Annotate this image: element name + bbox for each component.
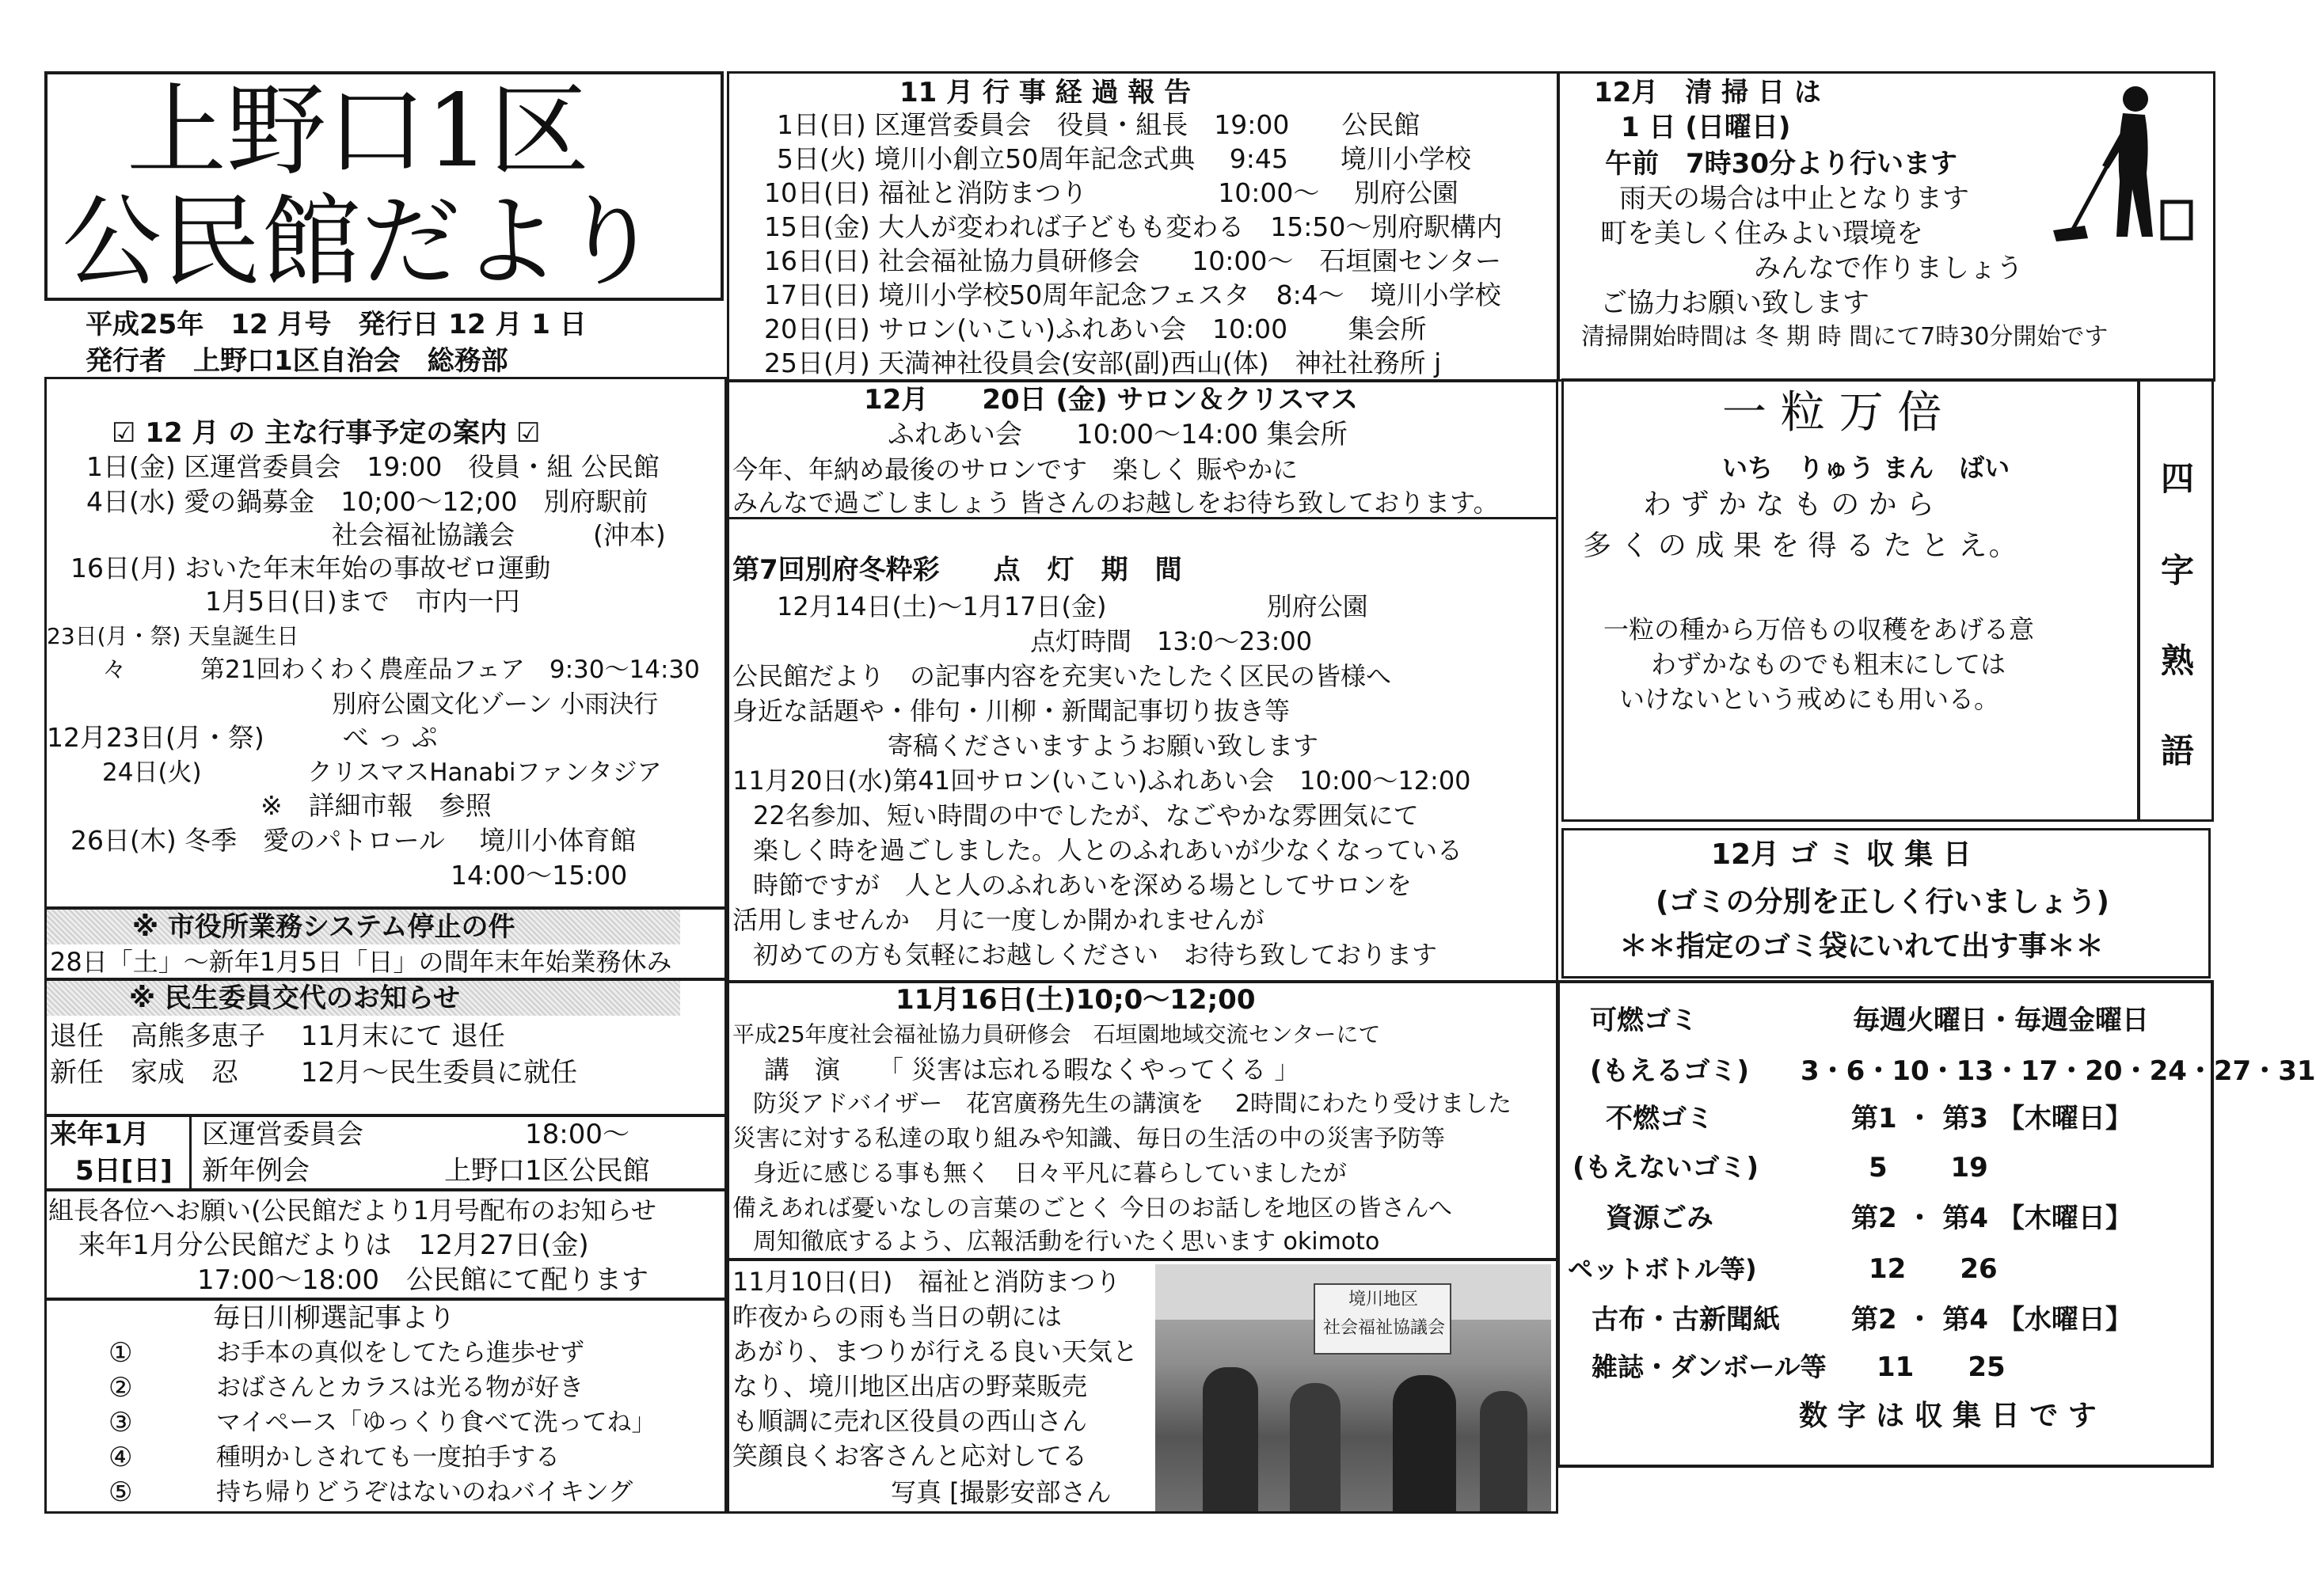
salon-report-line: 初めての方も気軽にお越しください お待ち致しております [753,940,1438,970]
garbage-row-label: (もえるゴミ) [1590,1055,1750,1087]
salon-christmas [727,380,1558,519]
seminar-line: 災害に対する私達の取り組みや知識、毎日の生活の中の災害予防等 [732,1125,1445,1153]
article-request-line: 公民館だより の記事内容を充実いたしたく区民の皆様へ [732,661,1392,691]
november-report-row: 15日(金) 大人が変われば子どもも変わる 15:50～別府駅構内 [764,211,1503,242]
request-to-leaders [44,1189,727,1300]
vertical-label-char: 語 [2161,732,2195,770]
senryu-section [44,1298,727,1514]
notice-minsei-title: ※ 民生委員交代のお知らせ [129,982,460,1014]
garbage-row-label: 不燃ゴミ [1606,1103,1713,1134]
festival-photo [1155,1264,1551,1511]
garbage-row-value: 第2 ・ 第4 【水曜日】 [1851,1304,2132,1336]
november-report-row: 1日(日) 区運営委員会 役員・組長 19:00 公民館 [777,109,1420,140]
cleaning-time: 午前 7時30分より行います [1605,148,1957,180]
salon-report-line: 活用しませんか 月に一度しか開かれませんが [732,905,1265,935]
senryu-text: 種明かしされても一度拍手する [216,1443,560,1472]
november-report-row: 16日(日) 社会福祉協力員研修会 10:00～ 石垣園センター [764,245,1502,276]
idiom-description: いけないという戒めにも用いる。 [1619,684,2000,714]
article-request-line: 身近な話題や・俳句・川柳・新聞記事切り抜き等 [732,696,1291,726]
illumination-hours: 点灯時間 13:0～23:00 [1030,626,1313,656]
vertical-label-char: 四 [2161,459,2195,498]
seminar-title: 11月16日(土)10;0～12;00 [896,984,1256,1016]
illumination-title: 第7回別府冬粋彩 点 灯 期 間 [732,554,1182,586]
idiom-meaning: 多 く の 成 果 を 得 る た と え。 [1583,530,2017,562]
senryu-number: ① [108,1337,133,1369]
cleaning-day [1557,71,2215,382]
schedule-row: 4日(水) 愛の鍋募金 10;00～12;00 別府駅前 [86,486,648,517]
schedule-row: 1月5日(日)まで 市内一円 [205,586,520,617]
notice-minsei-row: 新任 家成 忍 12月～民生委員に就任 [50,1057,578,1089]
garbage-subtitle: (ゴミの分別を正しく行いましょう) [1656,886,2109,918]
publisher-line: 発行者 上野口1区自治会 総務部 [86,345,508,377]
garbage-row-value: 12 26 [1869,1253,1998,1285]
photo-sign-text: 社会福祉協議会 [1323,1318,1446,1338]
schedule-row: 別府公園文化ゾーン 小雨決行 [332,690,659,719]
notice-minsei [44,978,727,1116]
december-schedule-title: ☑ 12 月 の 主な行事予定の案内 ☑ [112,417,541,449]
cleaning-line: 雨天の場合は中止となります [1619,183,1969,215]
salon-christmas-line4: みんなで過ごしましょう 皆さんのお越しをお待ち致しております。 [732,488,1499,518]
salon-christmas-line3: 今年、年納め最後のサロンです 楽しく 賑やかに [732,454,1299,484]
festival-photo-caption: 写真 [撮影安部さん [891,1477,1112,1507]
garbage-row-label: 雑誌・ダンボール等 [1592,1351,1827,1382]
cleaning-line: 町を美しく住みよい環境を [1600,218,1923,249]
issue-info [44,307,724,383]
salon-report-title: 11月20日(水)第41回サロン(いこい)ふれあい会 10:00～12:00 [732,766,1471,796]
masthead-title-line1: 上野口1区 [127,73,590,189]
seminar-report [727,980,1558,1260]
request-line2: 来年1月分公民館だよりは 12月27日(金) [78,1229,589,1261]
senryu-number: ④ [108,1442,133,1473]
idiom-title: 一 粒 万 倍 [1722,387,1942,439]
cleaning-title: 12月 清 掃 日 は [1594,77,1821,108]
seminar-line: 講 演 「 災害は忘れる暇なくやってくる 」 [764,1054,1300,1085]
next-year-label-line1: 来年1月 [50,1119,150,1150]
november-report [727,71,1560,382]
garbage-row-value: 第2 ・ 第4 【木曜日】 [1851,1203,2132,1234]
senryu-number: ② [108,1372,133,1404]
notice-system-title: ※ 市役所業務システム停止の件 [132,911,515,943]
schedule-row: 1日(金) 区運営委員会 19:00 役員・組 公民館 [86,451,660,482]
senryu-text: 持ち帰りどうぞはないのねバイキング [216,1478,633,1507]
festival-line: も順調に売れ区役員の西山さん [732,1406,1088,1436]
schedule-row: 14:00～15:00 [451,860,628,891]
schedule-row: 23日(月・祭) 天皇誕生日 [47,623,299,649]
cleaning-line: 清掃開始時間は 冬 期 時 間にて7時30分開始です [1581,323,2109,351]
garbage-row-label: ペットボトル等) [1568,1254,1757,1284]
vertical-label-char: 熟 [2161,641,2195,680]
issue-line: 平成25年 12 月号 発行日 12 月 1 日 [86,309,587,340]
schedule-row: 24日(火) クリスマスHanabiファンタジア [102,758,662,787]
garbage-title: 12月 ゴ ミ 収 集 日 [1711,838,1972,871]
garbage-table-border [1557,980,2214,1468]
crowd-figure [1290,1383,1341,1511]
senryu-text: お手本の真似をしてたら進歩せず [216,1339,584,1367]
festival-line: 11月10日(日) 福祉と消防まつり [732,1267,1121,1297]
seminar-line: 周知徹底するよう、広報活動を行いたく思います okimoto [753,1228,1380,1256]
garbage-row-label: 可燃ゴミ [1590,1005,1698,1036]
november-report-row: 10日(日) 福祉と消防まつり 10:00～ 別府公園 [764,177,1458,208]
garbage-row-value: 毎週火曜日・毎週金曜日 [1853,1005,2149,1036]
schedule-row: 々 第21回わくわく農産品フェア 9:30～14:30 [102,656,700,684]
garbage-row-value: 5 19 [1869,1152,1988,1184]
garbage-header [1561,828,2211,978]
november-report-row: 25日(月) 天満神社役員会(安部(副)西山(体) 神社社務所 j [764,348,1442,378]
notice-minsei-row: 退任 高熊多恵子 11月末にて 退任 [50,1020,505,1052]
idiom-description: 一粒の種から万倍もの収穫をあげる意 [1603,614,2035,644]
festival-line: 昨夜からの雨も当日の朝には [732,1302,1063,1332]
festival-line: 笑顔良くお客さんと応対してる [732,1441,1088,1471]
schedule-row: 16日(月) おいた年末年始の事故ゼロ運動 [70,553,551,583]
garbage-row-value: 3・6・10・13・17・20・24・27・31 [1801,1055,2316,1087]
festival-line: なり、境川地区出店の野菜販売 [732,1371,1088,1401]
festival-report [727,1259,1558,1514]
festival-line: あがり、まつりが行える良い天気と [732,1336,1139,1366]
yojijukugo-label [2138,378,2214,822]
senryu-number: ⑤ [108,1476,133,1508]
vertical-label-char: 字 [2161,551,2195,590]
garbage-row-label: (もえないゴミ) [1573,1152,1759,1184]
article-request-line: 寄稿くださいますようお願い致します [888,731,1319,761]
request-line3: 17:00～18:00 公民館にて配ります [197,1264,648,1296]
masthead [44,71,724,301]
garbage-row-label: 古布・古新聞紙 [1592,1304,1780,1336]
idiom-description: わずかなものでも粗末にしては [1651,649,2006,679]
cleaning-line: ご協力お願い致します [1600,287,1869,319]
salon-christmas-line2: ふれあい会 10:00～14:00 集会所 [888,419,1348,450]
crowd-figure [1480,1391,1527,1511]
cleaning-line: みんなで作りましょう [1754,253,2023,284]
schedule-row: 社会福祉協議会 (沖本) [332,519,666,550]
next-year-label-line2: 5日[日] [75,1155,173,1187]
garbage-row-value: 第1 ・ 第3 【木曜日】 [1851,1103,2132,1134]
crowd-figure [1393,1375,1456,1511]
senryu-number: ③ [108,1407,133,1438]
garbage-footer: 数 字 は 収 集 日 で す [1799,1400,2097,1432]
salon-report-line: 楽しく時を過ごしました。人とのふれあいが少なくなっている [753,835,1463,865]
next-year-january [44,1115,727,1191]
request-line1: 組長各位へお願い(公民館だより1月号配布のお知らせ [48,1195,656,1226]
garbage-note: ＊＊指定のゴミ袋にいれて出す事＊＊ [1619,930,2105,963]
illumination-period: 12月14日(土)～1月17日(金) 別府公園 [777,591,1368,621]
november-report-row: 5日(火) 境川小創立50周年記念式典 9:45 境川小学校 [777,143,1471,174]
schedule-row: 26日(木) 冬季 愛のパトロール 境川小体育館 [70,825,637,856]
senryu-title: 毎日川柳選記事より [213,1302,455,1334]
november-report-title: 11 月 行 事 経 過 報 告 [899,77,1192,108]
sweeper-icon [2050,78,2200,245]
seminar-line: 防災アドバイザー 花宮廣務先生の講演を 2時間にわたり受けました [753,1090,1512,1118]
garbage-row-label: 資源ごみ [1606,1203,1713,1234]
november-report-row: 17日(日) 境川小学校50周年記念フェスタ 8:4～ 境川小学校 [764,279,1501,310]
crowd-figure [1203,1367,1258,1511]
notice-system-body: 28日「土」～新年1月5日「日」の間年末年始業務休み [50,947,672,977]
salon-report-line: 時節ですが 人と人のふれあいを深める場としてサロンを [753,870,1413,900]
seminar-line: 身近に感じる事も無く 日々平凡に暮らしていましたが [753,1160,1347,1188]
schedule-row: 12月23日(月・祭) べ っ ぷ [47,722,438,753]
photo-sign-text: 境川地区 [1348,1290,1419,1309]
december-schedule [44,377,727,909]
garbage-row-value: 11 25 [1877,1351,2006,1383]
senryu-text: おばさんとカラスは光る物が好き [216,1374,584,1402]
next-year-row2: 新年例会 上野口1区公民館 [202,1155,650,1187]
seminar-line: 備えあれば憂いなしの言葉のごとく 今日のお話しを地区の皆さんへ [732,1195,1452,1222]
senryu-text: マイペース「ゆっくり食べて洗ってね」 [216,1408,656,1437]
salon-report-line: 22名参加、短い時間の中でしたが、なごやかな雰囲気にて [753,800,1419,830]
november-report-row: 20日(日) サロン(いこい)ふれあい会 10:00 集会所 [764,314,1427,344]
middle-articles [727,518,1558,983]
idiom-meaning: わ ず か な も の か ら [1643,488,1935,521]
next-year-row1: 区運営委員会 18:00～ [202,1119,629,1150]
cleaning-date: 1 日 (日曜日) [1621,112,1791,143]
seminar-line: 平成25年度社会福祉協力員研修会 石垣園地域交流センターにて [732,1021,1381,1047]
masthead-title-line2: 公民館だより [62,184,660,300]
idiom-reading: いち りゅう まん ばい [1722,453,2010,483]
schedule-row: ※ 詳細市報 参照 [261,790,492,821]
idiom-box [1561,378,2139,822]
notice-system-stop [44,907,727,980]
salon-christmas-line1: 12月 20日 (金) サロン＆クリスマス [864,384,1359,416]
